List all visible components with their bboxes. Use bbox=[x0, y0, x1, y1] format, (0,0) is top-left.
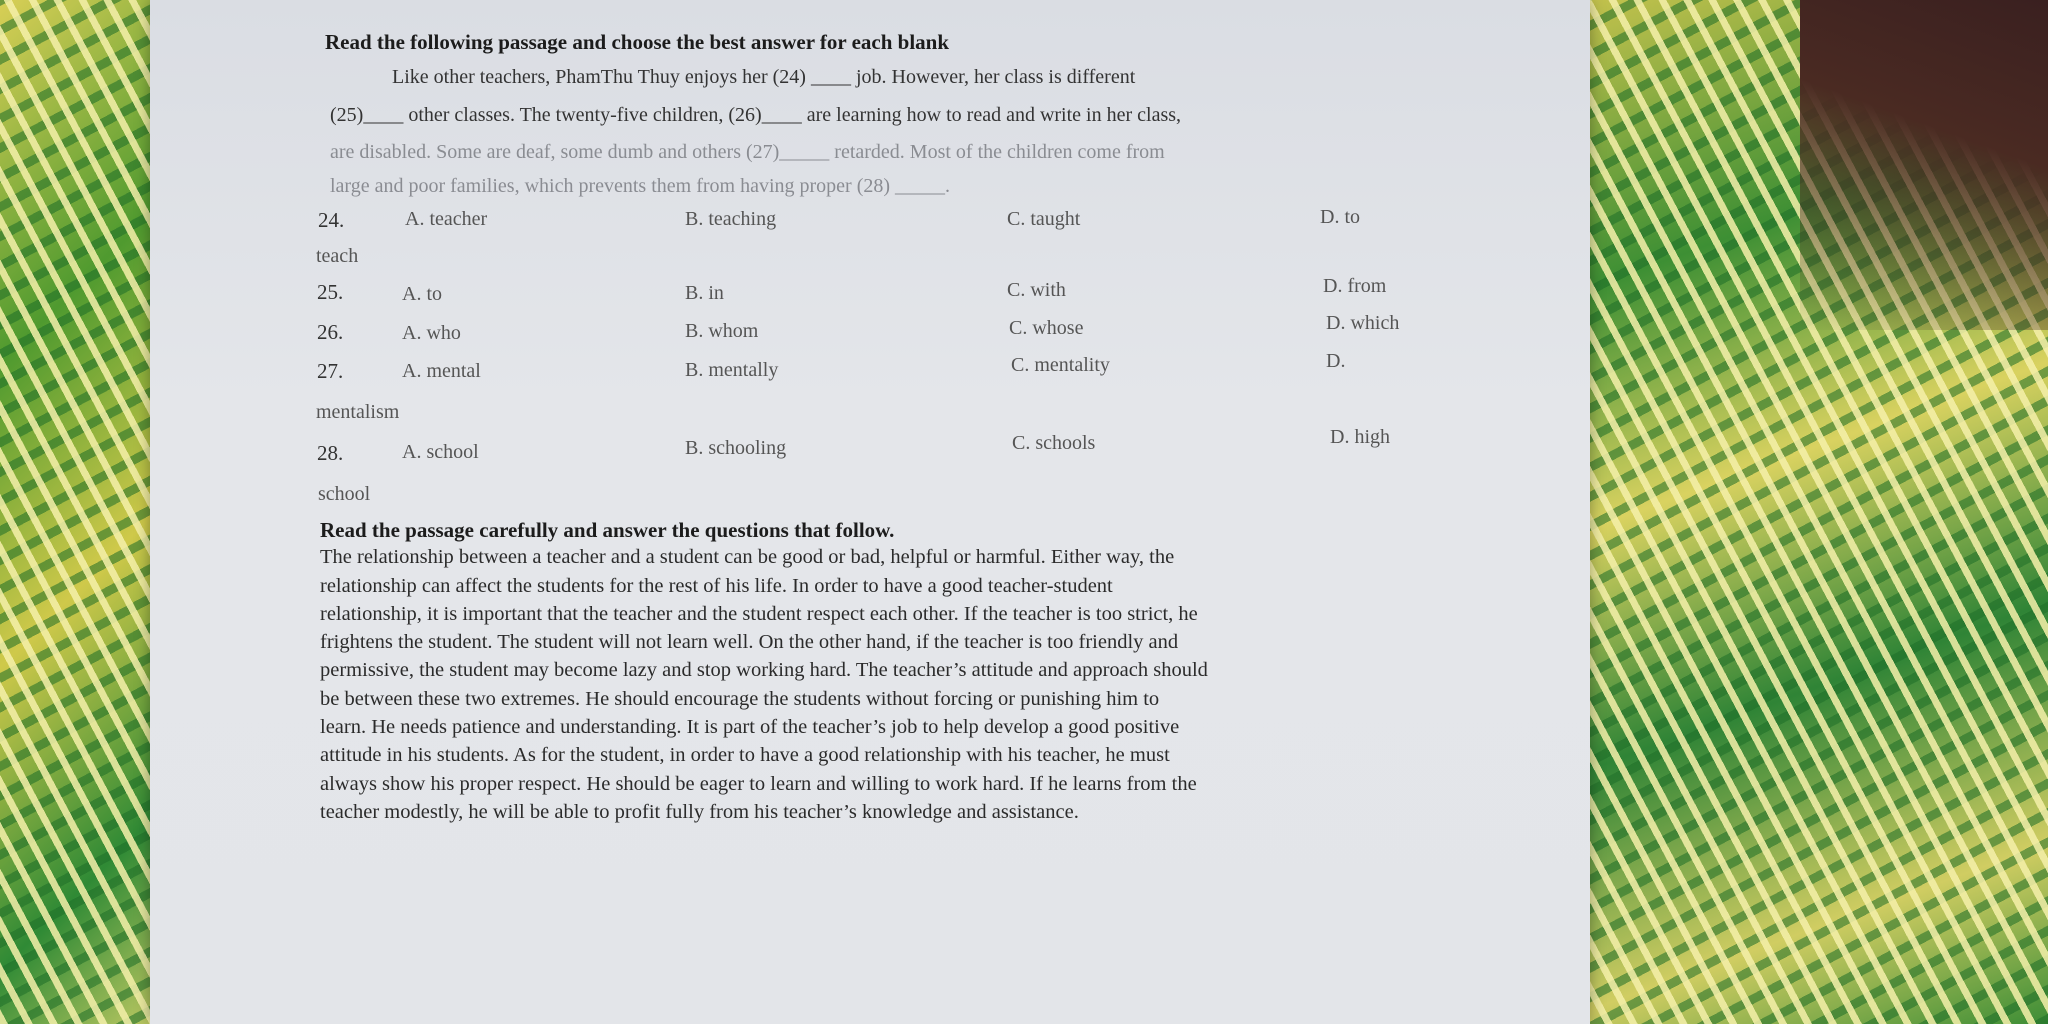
option-c[interactable]: C. taught bbox=[1007, 208, 1081, 230]
question-number: 25. bbox=[317, 280, 344, 304]
option-d-continued: school bbox=[318, 483, 371, 505]
question-number: 24. bbox=[318, 208, 345, 232]
option-a[interactable]: A. mental bbox=[402, 360, 481, 382]
option-c[interactable]: C. with bbox=[1007, 279, 1066, 301]
passage2-line-8: attitude in his students. As for the student, in order to have a good relationship with his teacher, he must bbox=[320, 744, 1170, 766]
option-c[interactable]: C. whose bbox=[1009, 317, 1084, 339]
option-b[interactable]: B. mentally bbox=[685, 359, 779, 381]
passage1-line-2: (25)____ other classes. The twenty-five children, (26)____ are learning how to read and write in her class, bbox=[330, 104, 1182, 126]
option-b[interactable]: B. schooling bbox=[685, 437, 787, 459]
passage2-line-3: relationship, it is important that the teacher and the student respect each other. If the teacher is too strict, he bbox=[320, 603, 1198, 625]
option-d-continued: mentalism bbox=[316, 401, 400, 423]
option-d[interactable]: D. which bbox=[1326, 312, 1400, 334]
option-d[interactable]: D. to bbox=[1320, 206, 1360, 228]
passage1-line-3: are disabled. Some are deaf, some dumb and others (27)_____ retarded. Most of the children come from bbox=[330, 141, 1165, 163]
dark-fabric-corner bbox=[1800, 0, 2048, 330]
question-number: 26. bbox=[317, 320, 344, 344]
passage2-line-10: teacher modestly, he will be able to profit fully from his teacher’s knowledge and assistance. bbox=[320, 801, 1079, 823]
passage2-line-9: always show his proper respect. He should be eager to learn and willing to work hard. If he learns from the bbox=[320, 773, 1197, 795]
passage1-line-4: large and poor families, which prevents them from having proper (28) _____. bbox=[330, 175, 951, 197]
option-d[interactable]: D. from bbox=[1323, 275, 1387, 297]
option-c[interactable]: C. mentality bbox=[1011, 354, 1110, 376]
passage2-line-7: learn. He needs patience and understanding. It is part of the teacher’s job to help develop a good positive bbox=[320, 716, 1180, 738]
passage2-line-6: be between these two extremes. He should encourage the students without forcing or punishing him to bbox=[320, 688, 1160, 710]
section2-heading: Read the passage carefully and answer the questions that follow. bbox=[320, 518, 895, 542]
passage2-line-5: permissive, the student may become lazy and stop working hard. The teacher’s attitude and approach should bbox=[320, 659, 1208, 681]
option-c[interactable]: C. schools bbox=[1012, 432, 1096, 454]
passage2-line-4: frightens the student. The student will not learn well. On the other hand, if the teacher is too friendly and bbox=[320, 631, 1179, 653]
option-d-continued: teach bbox=[316, 245, 359, 267]
option-d[interactable]: D. bbox=[1326, 350, 1346, 372]
section1-heading: Read the following passage and choose the best answer for each blank bbox=[325, 30, 950, 54]
passage1-line-1: Like other teachers, PhamThu Thuy enjoys her (24) ____ job. However, her class is different bbox=[392, 66, 1136, 88]
option-b[interactable]: B. whom bbox=[685, 320, 759, 342]
option-a[interactable]: A. school bbox=[402, 441, 479, 463]
option-a[interactable]: A. who bbox=[402, 322, 461, 344]
option-b[interactable]: B. in bbox=[685, 282, 724, 304]
passage2-line-1: The relationship between a teacher and a student can be good or bad, helpful or harmful. Either way, the bbox=[320, 546, 1175, 568]
option-a[interactable]: A. teacher bbox=[405, 208, 488, 230]
passage2-line-2: relationship can affect the students for the rest of his life. In order to have a good teacher-student bbox=[320, 575, 1113, 597]
worksheet-paper bbox=[150, 0, 1590, 1024]
option-d[interactable]: D. high bbox=[1330, 426, 1390, 448]
question-number: 28. bbox=[317, 441, 344, 465]
question-number: 27. bbox=[317, 359, 344, 383]
option-b[interactable]: B. teaching bbox=[685, 208, 777, 230]
option-a[interactable]: A. to bbox=[402, 283, 442, 305]
